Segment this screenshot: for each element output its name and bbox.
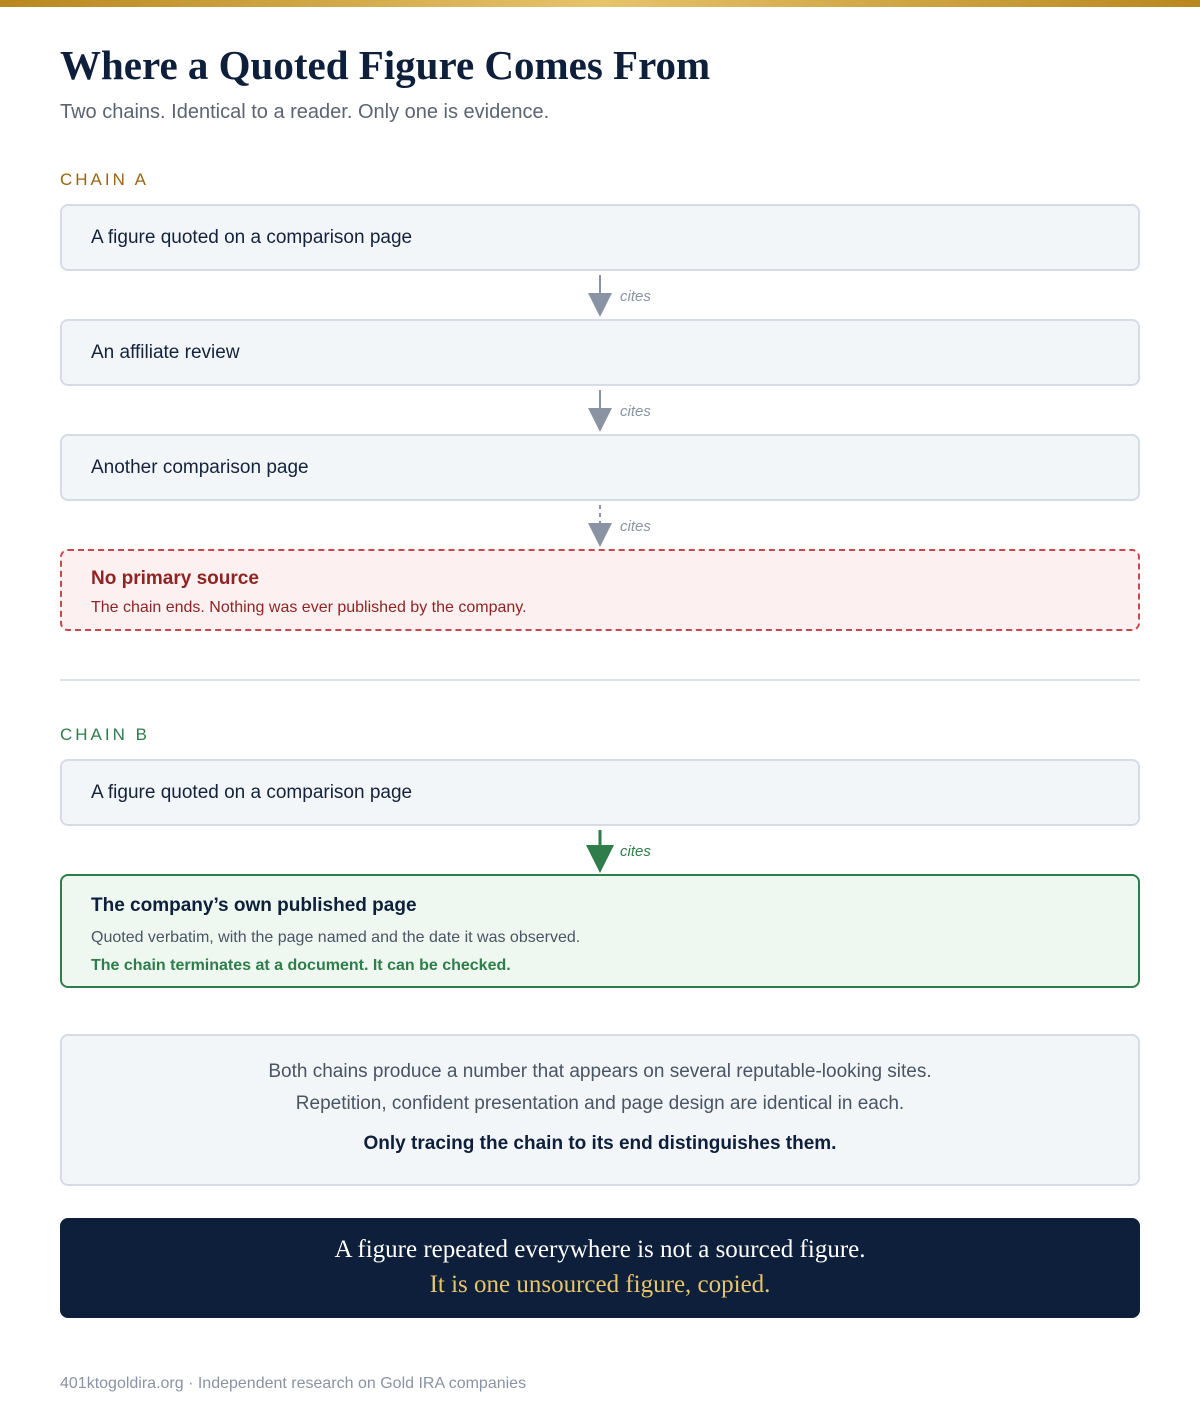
banner-line-1: A figure repeated everywhere is not a sourced figure. [334,1236,866,1263]
conclusion-banner [60,1218,1140,1318]
chain-a-arrow-2 [586,389,706,435]
chain-a-arrow-1-label: cites [620,288,651,305]
chain-b-arrow-label: cites [620,843,651,860]
chain-a-step-1 [60,204,1140,271]
no-primary-source-text: The chain ends. Nothing was ever published by the company. [91,599,527,616]
company-page-title: The company’s own published page [91,895,417,916]
chain-a-arrow-2-label: cites [620,403,651,420]
summary-line-3: Only tracing the chain to its end distinguishes them. [363,1133,837,1154]
company-page-emphasis: The chain terminates at a document. It can be checked. [91,957,511,974]
chain-a-label: CHAIN A [60,170,150,189]
chain-b-step-1 [60,759,1140,826]
chain-a-step-2 [60,319,1140,386]
chain-b-step-1-text: A figure quoted on a comparison page [91,781,413,803]
summary-line-2: Repetition, confident presentation and page design are identical in each. [295,1093,905,1114]
down-arrow-icon [586,389,614,435]
chain-a-arrow-3-dashed [586,504,706,550]
chain-a-step-3 [60,434,1140,501]
chain-b-label: CHAIN B [60,725,150,744]
green-down-arrow-icon [586,829,614,875]
chain-a-step-3-text: Another comparison page [91,456,309,478]
chain-a-arrow-1 [586,274,706,320]
chain-a-step-2-text: An affiliate review [91,341,240,363]
company-published-page-box [60,874,1140,988]
section-divider [60,679,1140,681]
summary-line-1: Both chains produce a number that appears on several reputable-looking sites. [268,1061,932,1082]
dashed-down-arrow-icon [586,504,614,550]
gold-top-bar [0,0,1200,7]
footer-text: 401ktogoldira.org · Independent research on Gold IRA companies [60,1375,527,1392]
chain-a-step-1-text: A figure quoted on a comparison page [91,226,413,248]
page-title: Where a Quoted Figure Comes From [60,42,711,88]
summary-box [60,1034,1140,1186]
page-subtitle: Two chains. Identical to a reader. Only one is evidence. [60,101,550,123]
company-page-text: Quoted verbatim, with the page named and the date it was observed. [91,929,581,946]
chain-a-arrow-3-label: cites [620,518,651,535]
down-arrow-icon [586,274,614,320]
banner-line-2: It is one unsourced figure, copied. [429,1271,771,1298]
chain-b-arrow [586,829,706,875]
no-primary-source-title: No primary source [91,568,259,589]
no-primary-source-box [60,549,1140,631]
